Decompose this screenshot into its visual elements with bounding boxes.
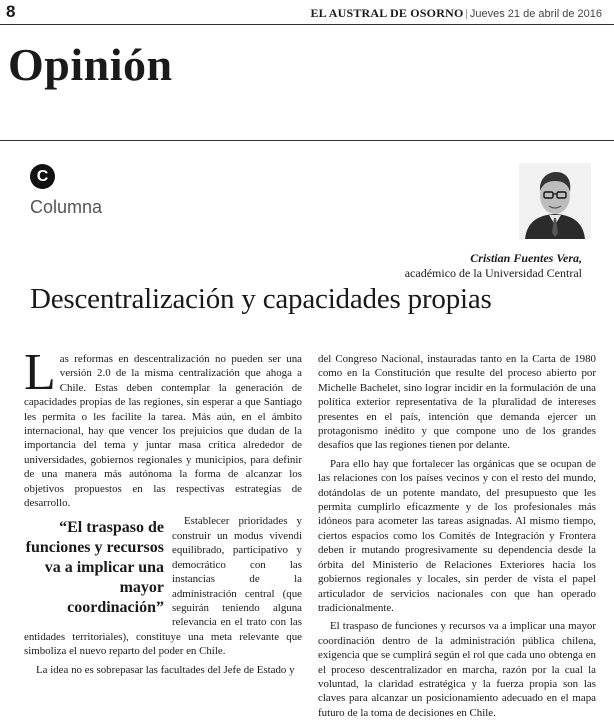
article-headline: Descentralización y capacidades propias (30, 283, 492, 315)
article-paragraph: Para ello hay que fortalecer las orgánicas que se ocupan de las relaciones con los países vecinos y con el resto del mundo, dotándolas de un potente mandato, del presupuesto que les permita cumplirlo eficazmente y de los profesionales más idóneos para acometer las tareas asignadas. Al mismo tiempo, ciertos espacios como los Comités de Integración y Frontera deben ir mutando progresivamente su dependencia desde la órbita del Ministerio de Relaciones Exteriores hacia los gobiernos regionales y locales, sin perder de vista el papel articulador de servicios nacionales con que han operado tradicionalmente. (318, 457, 596, 614)
article-paragraph (24, 344, 302, 510)
article-column-2 (318, 352, 596, 724)
paragraph-text: as reformas en descentralización no pueden ser una versión 2.0 de la misma centralización que ahoga a Chile. Estas deben contemplar la generación de capacidades propias de las regiones, sin esperar a que Santiago les permita o les facilite la tarea. Más aún, en el ámbito internacional, hay que vencer los prejuicios que dudan de la importancia del tema y juntar masa crítica alrededor de universidades, gobiernos regionales y municipios, para definir de una manera más autónoma la forma de alcanzar los objetivos propuestos en las respectivas estrategias de desarrollo. (24, 353, 302, 510)
column-kicker: Columna (30, 197, 103, 217)
header-divider (0, 24, 614, 25)
masthead-separator: | (465, 6, 468, 20)
page-number: 8 (6, 2, 16, 21)
drop-cap: L (24, 344, 56, 401)
article-paragraph: El traspaso de funciones y recursos va a implicar una mayor coordinación dentro de la administración pública chilena, exigencia que se cumplirá según el rol que cada uno obtenga en el proceso descentralizador en marcha, razón por la cual la voluntad, la claridad estratégica y la fuerza propia son las claves para alcanzar un posicionamiento adecuado en el mapa futuro de la toma de decisiones en Chile. (318, 620, 596, 719)
pull-quote: “El traspaso de funciones y recursos va a implicar una mayor coordinación” (25, 519, 164, 617)
author-portrait-icon (519, 163, 591, 239)
author-name: Cristian Fuentes Vera, (470, 251, 582, 265)
section-title: Opinión (8, 39, 173, 90)
article-column-1 (24, 344, 302, 681)
article-paragraph: La idea no es sobrepasar las facultades del Jefe de Estado y (36, 663, 295, 676)
paper-name: EL AUSTRAL DE OSORNO (310, 6, 464, 20)
article-paragraph: Establecer prioridades y construir un modus vivendi equilibrado, participativo y democrático con las instancias de la administración central (que seguirán teniendo alguna relevancia en el trato con las entidades territoriales), constituye una meta relevante que simboliza el nuevo reparto del poder en Chile. (24, 515, 302, 658)
column-badge-icon: C (30, 164, 55, 189)
author-role: académico de la Universidad Central (404, 266, 582, 280)
section-divider (0, 140, 614, 141)
issue-date: Jueves 21 de abril de 2016 (469, 8, 602, 20)
masthead (310, 6, 602, 21)
article-paragraph-continued: del Congreso Nacional, instauradas tanto en la Carta de 1980 como en la Constitución que resulte del proceso abierto por Michelle Bachelet, sino lograr incidir en la formulación de una política exterior representativa de la pluralidad de intereses presentes en el país, intención que demanda ejercer un protagonismo inédito y que compone uno de los grandes desafíos que las regiones tienen por delante. (318, 353, 596, 452)
